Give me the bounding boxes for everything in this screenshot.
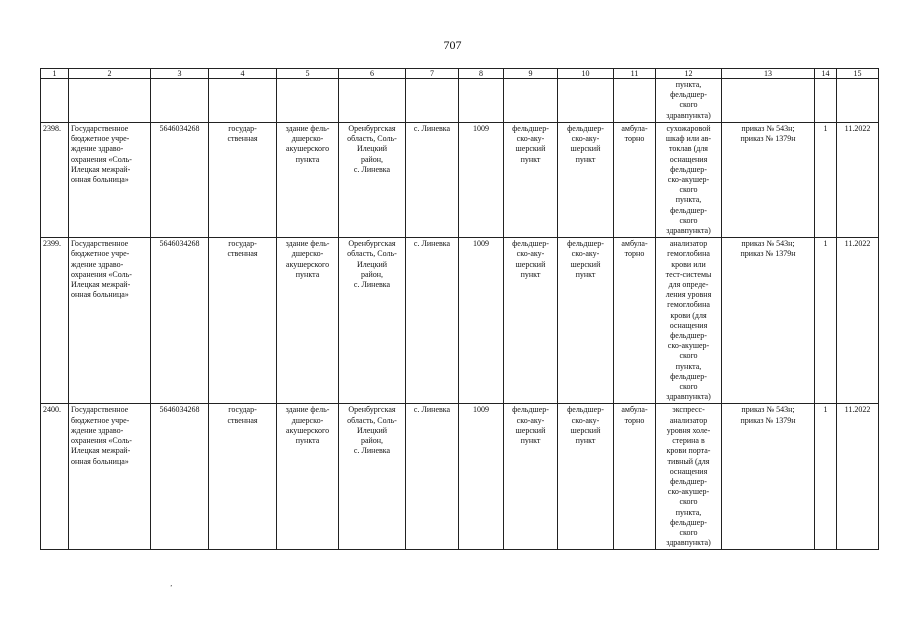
organization-cell: Государственное бюджетное учре- ждение здраво- охранения «Соль- Илецкая межрай- онная больница» [69,404,151,550]
quantity-cell: 1 [815,123,837,238]
ownership-cell: государ- ственная [209,238,277,404]
inn-cell: 5646034268 [151,238,209,404]
organization-cell: Государственное бюджетное учре- ждение здраво- охранения «Соль- Илецкая межрай- онная больница» [69,238,151,404]
region-cell: Оренбургская область, Соль- Илецкий район, с. Линевка [339,404,406,550]
locality-cell: с. Линевка [406,123,459,238]
facility-type-cell: фельдшер- ско-аку- шерский пункт [558,404,614,550]
order-cell: приказ № 543н; приказ № 1379н [722,238,815,404]
row-number: 2399. [41,238,69,404]
building-cell: здание фель- дшерско- акушерского пункта [277,123,339,238]
order-cell: приказ № 543н; приказ № 1379н [722,123,815,238]
locality-cell: с. Линевка [406,404,459,550]
row-number: 2400. [41,404,69,550]
column-header: 3 [151,69,209,79]
locality-cell: с. Линевка [406,238,459,404]
column-header: 1 [41,69,69,79]
column-header: 8 [459,69,504,79]
column-header: 11 [614,69,656,79]
equipment-cell: пункта, фельдшер- ского здравпункта) [656,79,722,123]
facility-type-cell: фельдшер- ско-аку- шерский пункт [558,238,614,404]
order-cell: приказ № 543н; приказ № 1379н [722,404,815,550]
ownership-cell: государ- ственная [209,123,277,238]
column-header: 9 [504,69,558,79]
inn-cell: 5646034268 [151,404,209,550]
building-cell: здание фель- дшерско- акушерского пункта [277,404,339,550]
care-mode-cell: амбула- торно [614,123,656,238]
column-header: 7 [406,69,459,79]
equipment-cell: сухожаровой шкаф или ав- токлав (для оснащения фельдшер- ско-акушер- ского пункта, фельдшер- ского здравпункта) [656,123,722,238]
table-row [41,123,879,238]
organization-cell: Государственное бюджетное учре- ждение здраво- охранения «Соль- Илецкая межрай- онная больница» [69,123,151,238]
table-row [41,404,879,550]
column-header: 13 [722,69,815,79]
column-header: 10 [558,69,614,79]
column-header: 15 [837,69,879,79]
continuation-row [41,79,879,123]
equipment-cell: анализатор гемоглобина крови или тест-системы для опреде- ления уровня гемоглобина крови (для оснащения фельдшер- ско-акушер- ского пункта, фельдшер- ского здравпункта) [656,238,722,404]
date-cell: 11.2022 [837,123,879,238]
page-number: 707 [443,38,462,52]
facility-type-cell: фельдшер- ско-аку- шерский пункт [504,123,558,238]
stray-mark: ‚ [170,580,173,588]
row-number: 2398. [41,123,69,238]
facility-type-cell: фельдшер- ско-аку- шерский пункт [504,404,558,550]
building-cell: здание фель- дшерско- акушерского пункта [277,238,339,404]
registry-table [40,68,879,550]
inn-cell: 5646034268 [151,123,209,238]
equipment-cell: экспресс- анализатор уровня холе- стерина в крови порта- тивный (для оснащения фельдшер- ско-акушер- ского пункта, фельдшер- ского здравпункта) [656,404,722,550]
date-cell: 11.2022 [837,238,879,404]
care-mode-cell: амбула- торно [614,404,656,550]
column-header: 14 [815,69,837,79]
column-header: 5 [277,69,339,79]
column-header: 2 [69,69,151,79]
column-number-row [41,69,879,79]
date-cell: 11.2022 [837,404,879,550]
region-cell: Оренбургская область, Соль- Илецкий район, с. Линевка [339,238,406,404]
column-header: 6 [339,69,406,79]
facility-type-cell: фельдшер- ско-аку- шерский пункт [504,238,558,404]
quantity-cell: 1 [815,238,837,404]
region-cell: Оренбургская область, Соль- Илецкий район, с. Линевка [339,123,406,238]
column-header: 12 [656,69,722,79]
facility-type-cell: фельдшер- ско-аку- шерский пункт [558,123,614,238]
quantity-cell: 1 [815,404,837,550]
table-row [41,238,879,404]
code-cell: 1009 [459,238,504,404]
code-cell: 1009 [459,404,504,550]
ownership-cell: государ- ственная [209,404,277,550]
care-mode-cell: амбула- торно [614,238,656,404]
column-header: 4 [209,69,277,79]
code-cell: 1009 [459,123,504,238]
